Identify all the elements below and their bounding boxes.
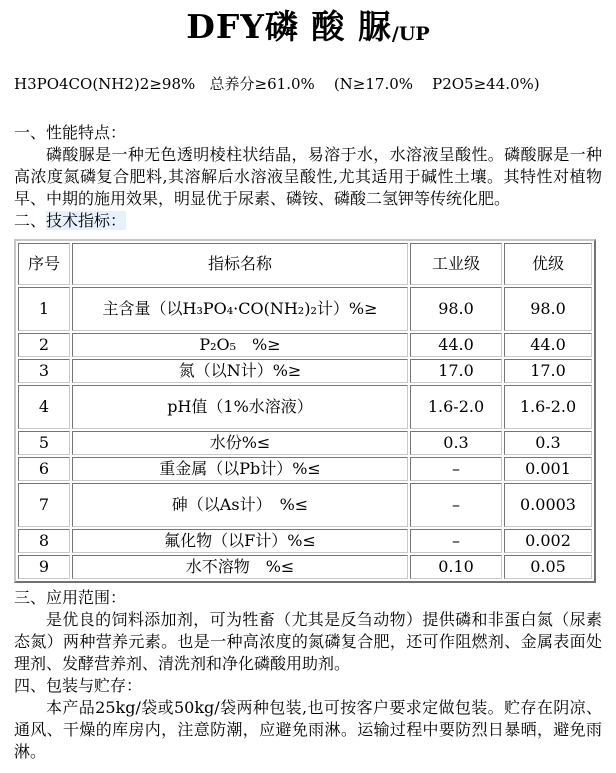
spec-table bbox=[14, 239, 596, 583]
cell-no: 2 bbox=[18, 333, 70, 357]
column-header-industrial: 工业级 bbox=[410, 243, 502, 285]
cell-no: 9 bbox=[18, 555, 70, 579]
cell-name: 主含量（以H₃PO₄·CO(NH₂)₂计）%≥ bbox=[72, 287, 408, 331]
cell-industrial: – bbox=[410, 457, 502, 481]
section-3-paragraph: 是优良的饲料添加剂，可为牲畜（尤其是反刍动物）提供磷和非蛋白氮（尿素态氮）两种营养元素。也是一种高浓度的氮磷复合肥，还可作阻燃剂、金属表面处理剂、发酵营养剂、清洗剂和净化磷酸用助剂。 bbox=[14, 610, 602, 673]
cell-no: 8 bbox=[18, 529, 70, 553]
cell-industrial: – bbox=[410, 529, 502, 553]
formula-line: H3PO4CO(NH2)2≥98% 总养分≥61.0% (N≥17.0% P2O5≥44.0%) bbox=[14, 75, 540, 93]
cell-no: 1 bbox=[18, 287, 70, 331]
table-row bbox=[18, 483, 592, 527]
table-row bbox=[18, 359, 592, 383]
section-4-paragraph: 本产品25kg/袋或50kg/袋两种包装,也可按客户要求定做包装。贮存在阴凉、通风、干燥的库房内，注意防潮，应避免雨淋。运输过程中要防烈日暴晒，避免雨淋。 bbox=[14, 698, 602, 761]
cell-premium: 0.001 bbox=[504, 457, 592, 481]
cell-no: 5 bbox=[18, 431, 70, 455]
column-header-no: 序号 bbox=[18, 243, 70, 285]
cell-name: 水不溶物 %≤ bbox=[72, 555, 408, 579]
table-row bbox=[18, 529, 592, 553]
section-3-heading: 三、应用范围： bbox=[14, 588, 127, 607]
cell-name: 氮（以N计）%≥ bbox=[72, 359, 408, 383]
spec-table-body bbox=[18, 287, 592, 579]
cell-premium: 17.0 bbox=[504, 359, 592, 383]
cell-name: 重金属（以Pb计）%≤ bbox=[72, 457, 408, 481]
cell-industrial: 17.0 bbox=[410, 359, 502, 383]
table-row bbox=[18, 457, 592, 481]
cell-premium: 98.0 bbox=[504, 287, 592, 331]
table-row bbox=[18, 385, 592, 429]
column-header-premium: 优级 bbox=[504, 243, 592, 285]
cell-industrial: 0.3 bbox=[410, 431, 502, 455]
cell-premium: 1.6-2.0 bbox=[504, 385, 592, 429]
cell-premium: 0.05 bbox=[504, 555, 592, 579]
table-row bbox=[18, 287, 592, 331]
page-title bbox=[14, 6, 602, 55]
cell-industrial: 1.6-2.0 bbox=[410, 385, 502, 429]
cell-premium: 0.002 bbox=[504, 529, 592, 553]
cell-no: 6 bbox=[18, 457, 70, 481]
cell-name: 水份%≤ bbox=[72, 431, 408, 455]
cell-premium: 0.0003 bbox=[504, 483, 592, 527]
cell-name: 砷（以As计） %≤ bbox=[72, 483, 408, 527]
cell-no: 4 bbox=[18, 385, 70, 429]
cell-no: 3 bbox=[18, 359, 70, 383]
cell-industrial: 44.0 bbox=[410, 333, 502, 357]
header-row bbox=[18, 243, 592, 285]
cell-premium: 44.0 bbox=[504, 333, 592, 357]
section-4-heading: 四、包装与贮存： bbox=[14, 676, 143, 695]
table-row bbox=[18, 333, 592, 357]
section-2-heading-label: 技术指标： bbox=[46, 211, 127, 230]
page-title-main: DFY磷 酸 脲 bbox=[186, 7, 392, 46]
cell-no: 7 bbox=[18, 483, 70, 527]
table-row bbox=[18, 431, 592, 455]
section-2-heading bbox=[14, 210, 602, 232]
cell-industrial: 0.10 bbox=[410, 555, 502, 579]
cell-industrial: 98.0 bbox=[410, 287, 502, 331]
cell-premium: 0.3 bbox=[504, 431, 592, 455]
table-row bbox=[18, 555, 592, 579]
cell-name: 氟化物（以F计）%≤ bbox=[72, 529, 408, 553]
spec-table-head bbox=[18, 243, 592, 285]
cell-industrial: – bbox=[410, 483, 502, 527]
section-2-heading-prefix: 二、 bbox=[14, 211, 47, 230]
section-1-paragraph: 磷酸脲是一种无色透明棱柱状结晶，易溶于水，水溶液呈酸性。磷酸脲是一种高浓度氮磷复合肥料,其溶解后水溶液呈酸性,尤其适用于碱性土壤。其特性对植物早、中期的施用效果，明显优于尿素、磷铵、磷酸二氢钾等传统化肥。 bbox=[14, 145, 602, 208]
section-1-heading: 一、性能特点： bbox=[14, 123, 127, 142]
cell-name: P₂O₅ %≥ bbox=[72, 333, 408, 357]
column-header-name: 指标名称 bbox=[72, 243, 408, 285]
page-title-suffix: /UP bbox=[391, 23, 430, 45]
cell-name: pH值（1%水溶液） bbox=[72, 385, 408, 429]
